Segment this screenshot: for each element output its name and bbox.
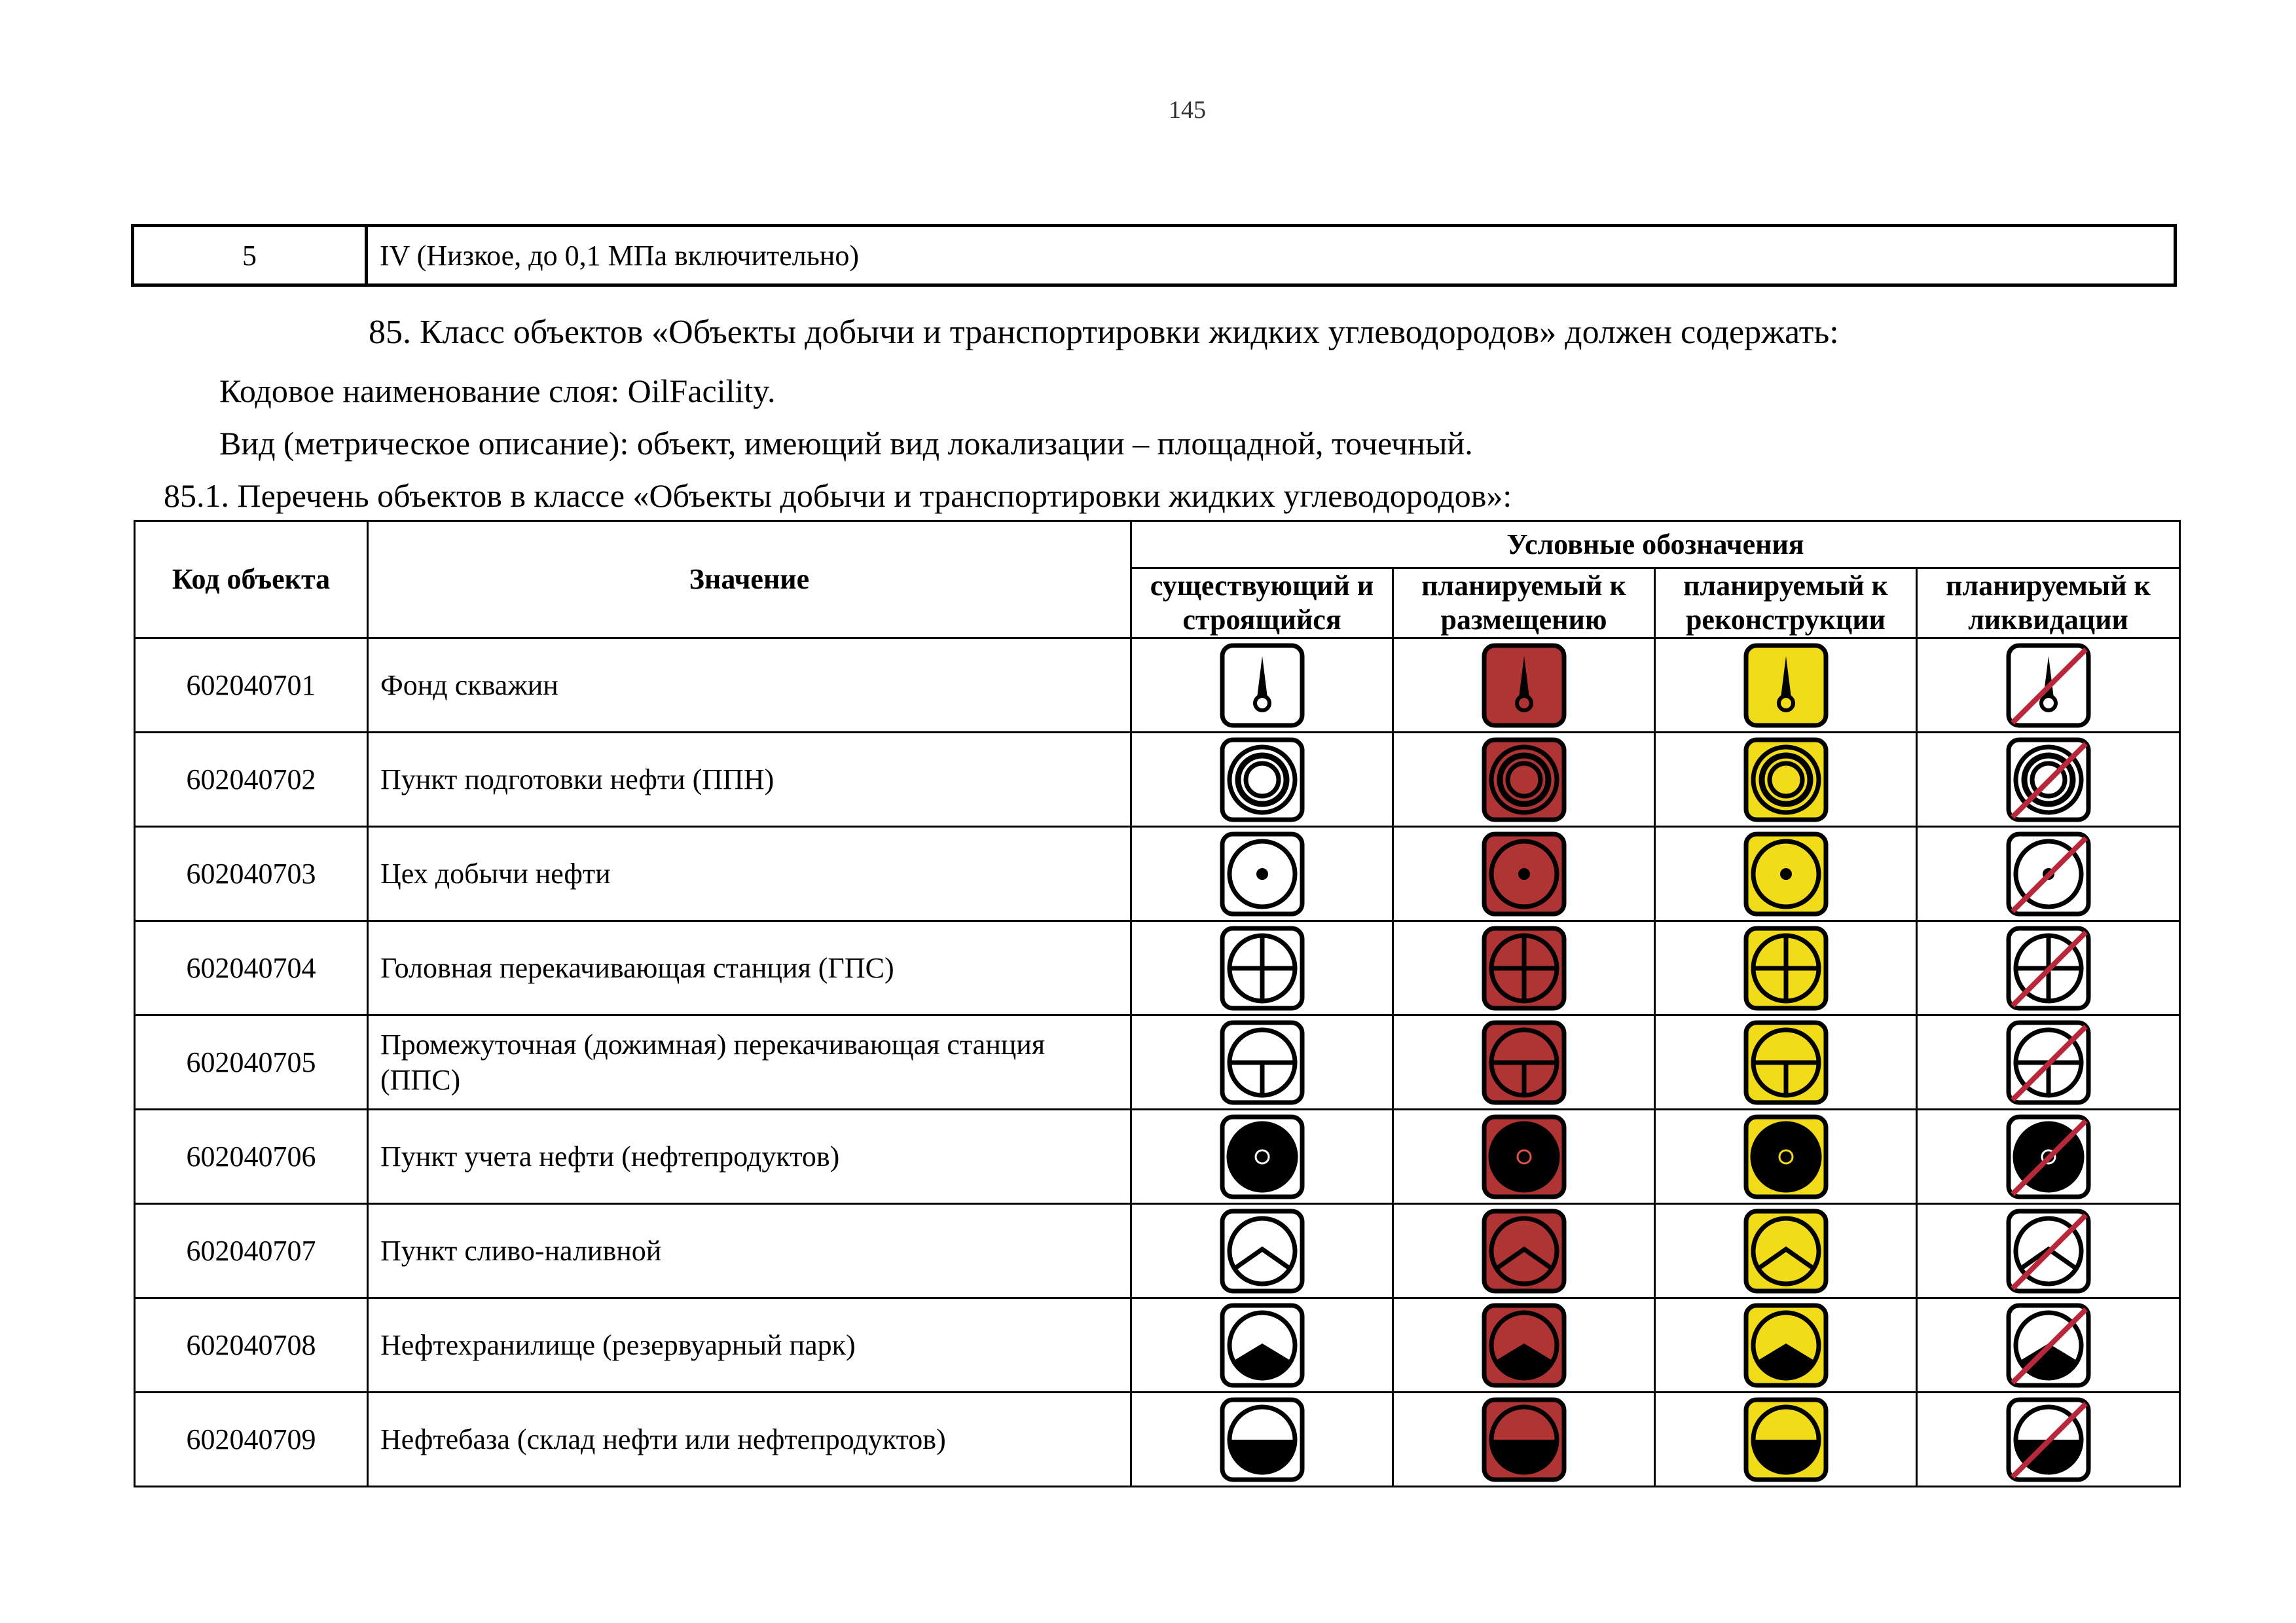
previous-table-row [131, 224, 2177, 287]
table-row [135, 1110, 2180, 1204]
symbol-cell-liquidation [1917, 1015, 2180, 1110]
symbol-cell-liquidation [1917, 638, 2180, 733]
double-circle-icon [2005, 736, 2092, 824]
symbol-cell-reconstruction [1655, 1298, 1917, 1393]
circle-cross-icon [1742, 924, 1830, 1012]
object-code: 602040702 [135, 733, 368, 827]
symbol-cell-liquidation [1917, 733, 2180, 827]
section-heading: 85. Класс объектов «Объекты добычи и транспортировки жидких углеводородов» должен содержать: [369, 314, 1839, 351]
filled-circle-ring-icon [1742, 1113, 1830, 1201]
symbol-cell-reconstruction [1655, 921, 1917, 1015]
header-reconstruction: планируемый к реконструкции [1655, 568, 1917, 638]
symbol-cell-reconstruction [1655, 1015, 1917, 1110]
symbol-cell-planned [1393, 1393, 1655, 1487]
object-name: Промежуточная (дожимная) перекачивающая станция (ППС) [368, 1015, 1131, 1110]
symbol-cell-liquidation [1917, 1298, 2180, 1393]
symbol-cell-reconstruction [1655, 733, 1917, 827]
circle-dot-icon [1480, 830, 1568, 918]
object-name: Нефтебаза (склад нефти или нефтепродуктов) [368, 1393, 1131, 1487]
layer-name: Кодовое наименование слоя: OilFacility. [219, 373, 776, 409]
circle-chevron-icon [2005, 1207, 2092, 1295]
table-row [135, 1015, 2180, 1110]
list-title: 85.1. Перечень объектов в классе «Объекты добычи и транспортировки жидких углеводородов»: [164, 477, 1512, 514]
table-row [135, 638, 2180, 733]
circle-cross-icon [1218, 924, 1306, 1012]
object-code: 602040701 [135, 638, 368, 733]
filled-circle-ring-icon [2005, 1113, 2092, 1201]
object-name: Фонд скважин [368, 638, 1131, 733]
symbol-cell-reconstruction [1655, 638, 1917, 733]
previous-row-value: IV (Низкое, до 0,1 МПа включительно) [380, 239, 859, 272]
circle-filled-chevron-icon [2005, 1302, 2092, 1389]
header-planned: планируемый к размещению [1393, 568, 1655, 638]
circle-filled-chevron-icon [1742, 1302, 1830, 1389]
table-row [135, 1393, 2180, 1487]
symbol-cell-planned [1393, 1015, 1655, 1110]
object-code: 602040709 [135, 1393, 368, 1487]
symbol-cell-existing [1131, 1204, 1393, 1298]
circle-t-icon [1480, 1019, 1568, 1106]
circle-cross-icon [2005, 924, 2092, 1012]
circle-cross-icon [1480, 924, 1568, 1012]
objects-table [134, 520, 2181, 1487]
circle-chevron-icon [1218, 1207, 1306, 1295]
symbol-cell-planned [1393, 921, 1655, 1015]
symbol-cell-planned [1393, 733, 1655, 827]
circle-half-filled-icon [1480, 1396, 1568, 1484]
table-row [135, 733, 2180, 827]
symbol-cell-reconstruction [1655, 827, 1917, 921]
symbol-cell-planned [1393, 638, 1655, 733]
object-name: Пункт учета нефти (нефтепродуктов) [368, 1110, 1131, 1204]
double-circle-icon [1218, 736, 1306, 824]
filled-circle-ring-icon [1218, 1113, 1306, 1201]
symbol-cell-reconstruction [1655, 1110, 1917, 1204]
well-icon [1480, 642, 1568, 729]
table-row [135, 921, 2180, 1015]
circle-filled-chevron-icon [1480, 1302, 1568, 1389]
table-row [135, 1298, 2180, 1393]
circle-dot-icon [1742, 830, 1830, 918]
header-value: Значение [368, 521, 1131, 638]
object-code: 602040703 [135, 827, 368, 921]
symbol-cell-liquidation [1917, 1204, 2180, 1298]
header-code: Код объекта [135, 521, 368, 638]
symbol-cell-existing [1131, 733, 1393, 827]
symbol-cell-planned [1393, 1110, 1655, 1204]
circle-half-filled-icon [1742, 1396, 1830, 1484]
circle-half-filled-icon [1218, 1396, 1306, 1484]
page-number: 145 [1169, 96, 1206, 124]
object-code: 602040705 [135, 1015, 368, 1110]
object-code: 602040708 [135, 1298, 368, 1393]
symbol-cell-existing [1131, 1393, 1393, 1487]
circle-dot-icon [2005, 830, 2092, 918]
well-icon [1218, 642, 1306, 729]
symbol-cell-liquidation [1917, 1110, 2180, 1204]
well-icon [1742, 642, 1830, 729]
symbol-cell-reconstruction [1655, 1204, 1917, 1298]
previous-row-code: 5 [134, 227, 368, 283]
object-code: 602040704 [135, 921, 368, 1015]
symbol-cell-planned [1393, 827, 1655, 921]
circle-t-icon [1218, 1019, 1306, 1106]
symbol-cell-liquidation [1917, 827, 2180, 921]
double-circle-icon [1742, 736, 1830, 824]
circle-t-icon [1742, 1019, 1830, 1106]
object-name: Головная перекачивающая станция (ГПС) [368, 921, 1131, 1015]
circle-dot-icon [1218, 830, 1306, 918]
circle-half-filled-icon [2005, 1396, 2092, 1484]
object-name: Нефтехранилище (резервуарный парк) [368, 1298, 1131, 1393]
symbol-cell-existing [1131, 827, 1393, 921]
circle-t-icon [2005, 1019, 2092, 1106]
object-name: Пункт подготовки нефти (ППН) [368, 733, 1131, 827]
symbol-cell-existing [1131, 1110, 1393, 1204]
circle-filled-chevron-icon [1218, 1302, 1306, 1389]
table-row [135, 827, 2180, 921]
symbol-cell-existing [1131, 1298, 1393, 1393]
table-row [135, 1204, 2180, 1298]
symbol-cell-liquidation [1917, 1393, 2180, 1487]
symbol-cell-existing [1131, 1015, 1393, 1110]
double-circle-icon [1480, 736, 1568, 824]
object-name: Цех добычи нефти [368, 827, 1131, 921]
object-name: Пункт сливо-наливной [368, 1204, 1131, 1298]
object-code: 602040707 [135, 1204, 368, 1298]
circle-chevron-icon [1480, 1207, 1568, 1295]
symbol-cell-planned [1393, 1298, 1655, 1393]
filled-circle-ring-icon [1480, 1113, 1568, 1201]
header-existing: существующий и строящийся [1131, 568, 1393, 638]
symbol-cell-existing [1131, 638, 1393, 733]
metric-description: Вид (метрическое описание): объект, имеющий вид локализации – площадной, точечный. [219, 425, 1473, 462]
header-legend: Условные обозначения [1131, 521, 2180, 568]
header-liquidation: планируемый к ликвидации [1917, 568, 2180, 638]
well-icon [2005, 642, 2092, 729]
circle-chevron-icon [1742, 1207, 1830, 1295]
symbol-cell-reconstruction [1655, 1393, 1917, 1487]
object-code: 602040706 [135, 1110, 368, 1204]
symbol-cell-planned [1393, 1204, 1655, 1298]
symbol-cell-existing [1131, 921, 1393, 1015]
symbol-cell-liquidation [1917, 921, 2180, 1015]
